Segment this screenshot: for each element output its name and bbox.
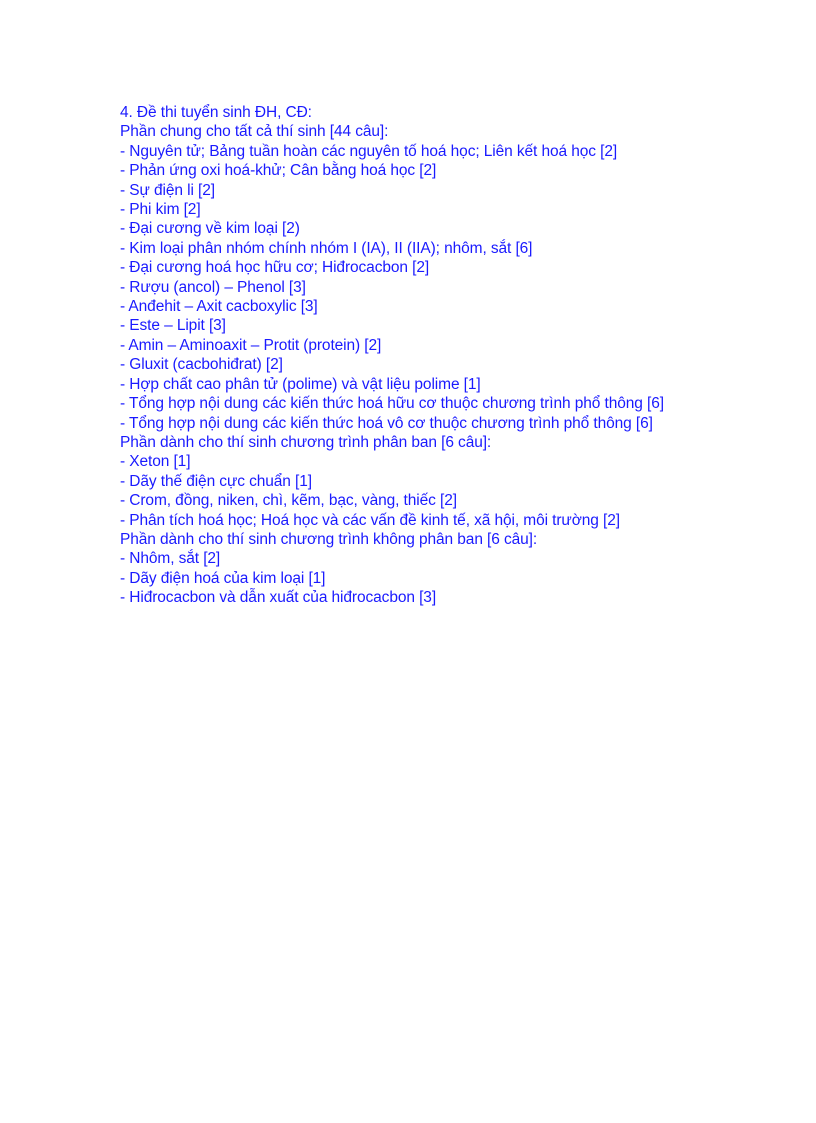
- list-item: - Hiđrocacbon và dẫn xuất của hiđrocacbon [3]: [120, 589, 437, 607]
- list-item: - Este – Lipit [3]: [120, 317, 226, 335]
- list-item: - Tổng hợp nội dung các kiến thức hoá hữu cơ thuộc chương trình phổ thông [6]: [120, 395, 664, 413]
- list-item: - Nguyên tử; Bảng tuần hoàn các nguyên tố hoá học; Liên kết hoá học [2]: [120, 142, 618, 160]
- list-item: - Đại cương về kim loại [2): [120, 220, 300, 238]
- subsection-heading: Phần dành cho thí sinh chương trình phân ban [6 câu]:: [120, 433, 492, 451]
- list-item: - Đại cương hoá học hữu cơ; Hiđrocacbon [2]: [120, 259, 430, 277]
- list-item: - Nhôm, sắt [2]: [120, 550, 221, 568]
- section-heading: 4. Đề thi tuyển sinh ĐH, CĐ:: [120, 104, 312, 121]
- document-body: [120, 103, 800, 608]
- list-item: - Xeton [1]: [120, 453, 191, 471]
- subsection-heading: Phần dành cho thí sinh chương trình không phân ban [6 câu]:: [120, 530, 538, 548]
- list-item: - Phân tích hoá học; Hoá học và các vấn đề kinh tế, xã hội, môi trường [2]: [120, 511, 620, 529]
- list-item: - Rượu (ancol) – Phenol [3]: [120, 278, 306, 296]
- list-item: - Dãy điện hoá của kim loại [1]: [120, 569, 326, 587]
- list-item: - Amin – Aminoaxit – Protit (protein) [2]: [120, 336, 382, 354]
- list-item: - Anđehit – Axit cacboxylic [3]: [120, 298, 318, 316]
- subsection-heading: Phần chung cho tất cả thí sinh [44 câu]:: [120, 123, 389, 141]
- list-item: - Dãy thế điện cực chuẩn [1]: [120, 472, 312, 490]
- list-item: - Tổng hợp nội dung các kiến thức hoá vô cơ thuộc chương trình phổ thông [6]: [120, 414, 653, 432]
- list-item: - Phản ứng oxi hoá-khử; Cân bằng hoá học [2]: [120, 162, 437, 180]
- list-item: - Sự điện li [2]: [120, 181, 215, 199]
- list-item: - Crom, đồng, niken, chì, kẽm, bạc, vàng, thiếc [2]: [120, 492, 457, 510]
- list-item: - Gluxit (cacbohiđrat) [2]: [120, 356, 283, 374]
- list-item: - Hợp chất cao phân tử (polime) và vật liệu polime [1]: [120, 375, 481, 393]
- list-item: - Phi kim [2]: [120, 201, 201, 219]
- list-item: - Kim loại phân nhóm chính nhóm I (IA), II (IIA); nhôm, sắt [6]: [120, 239, 533, 257]
